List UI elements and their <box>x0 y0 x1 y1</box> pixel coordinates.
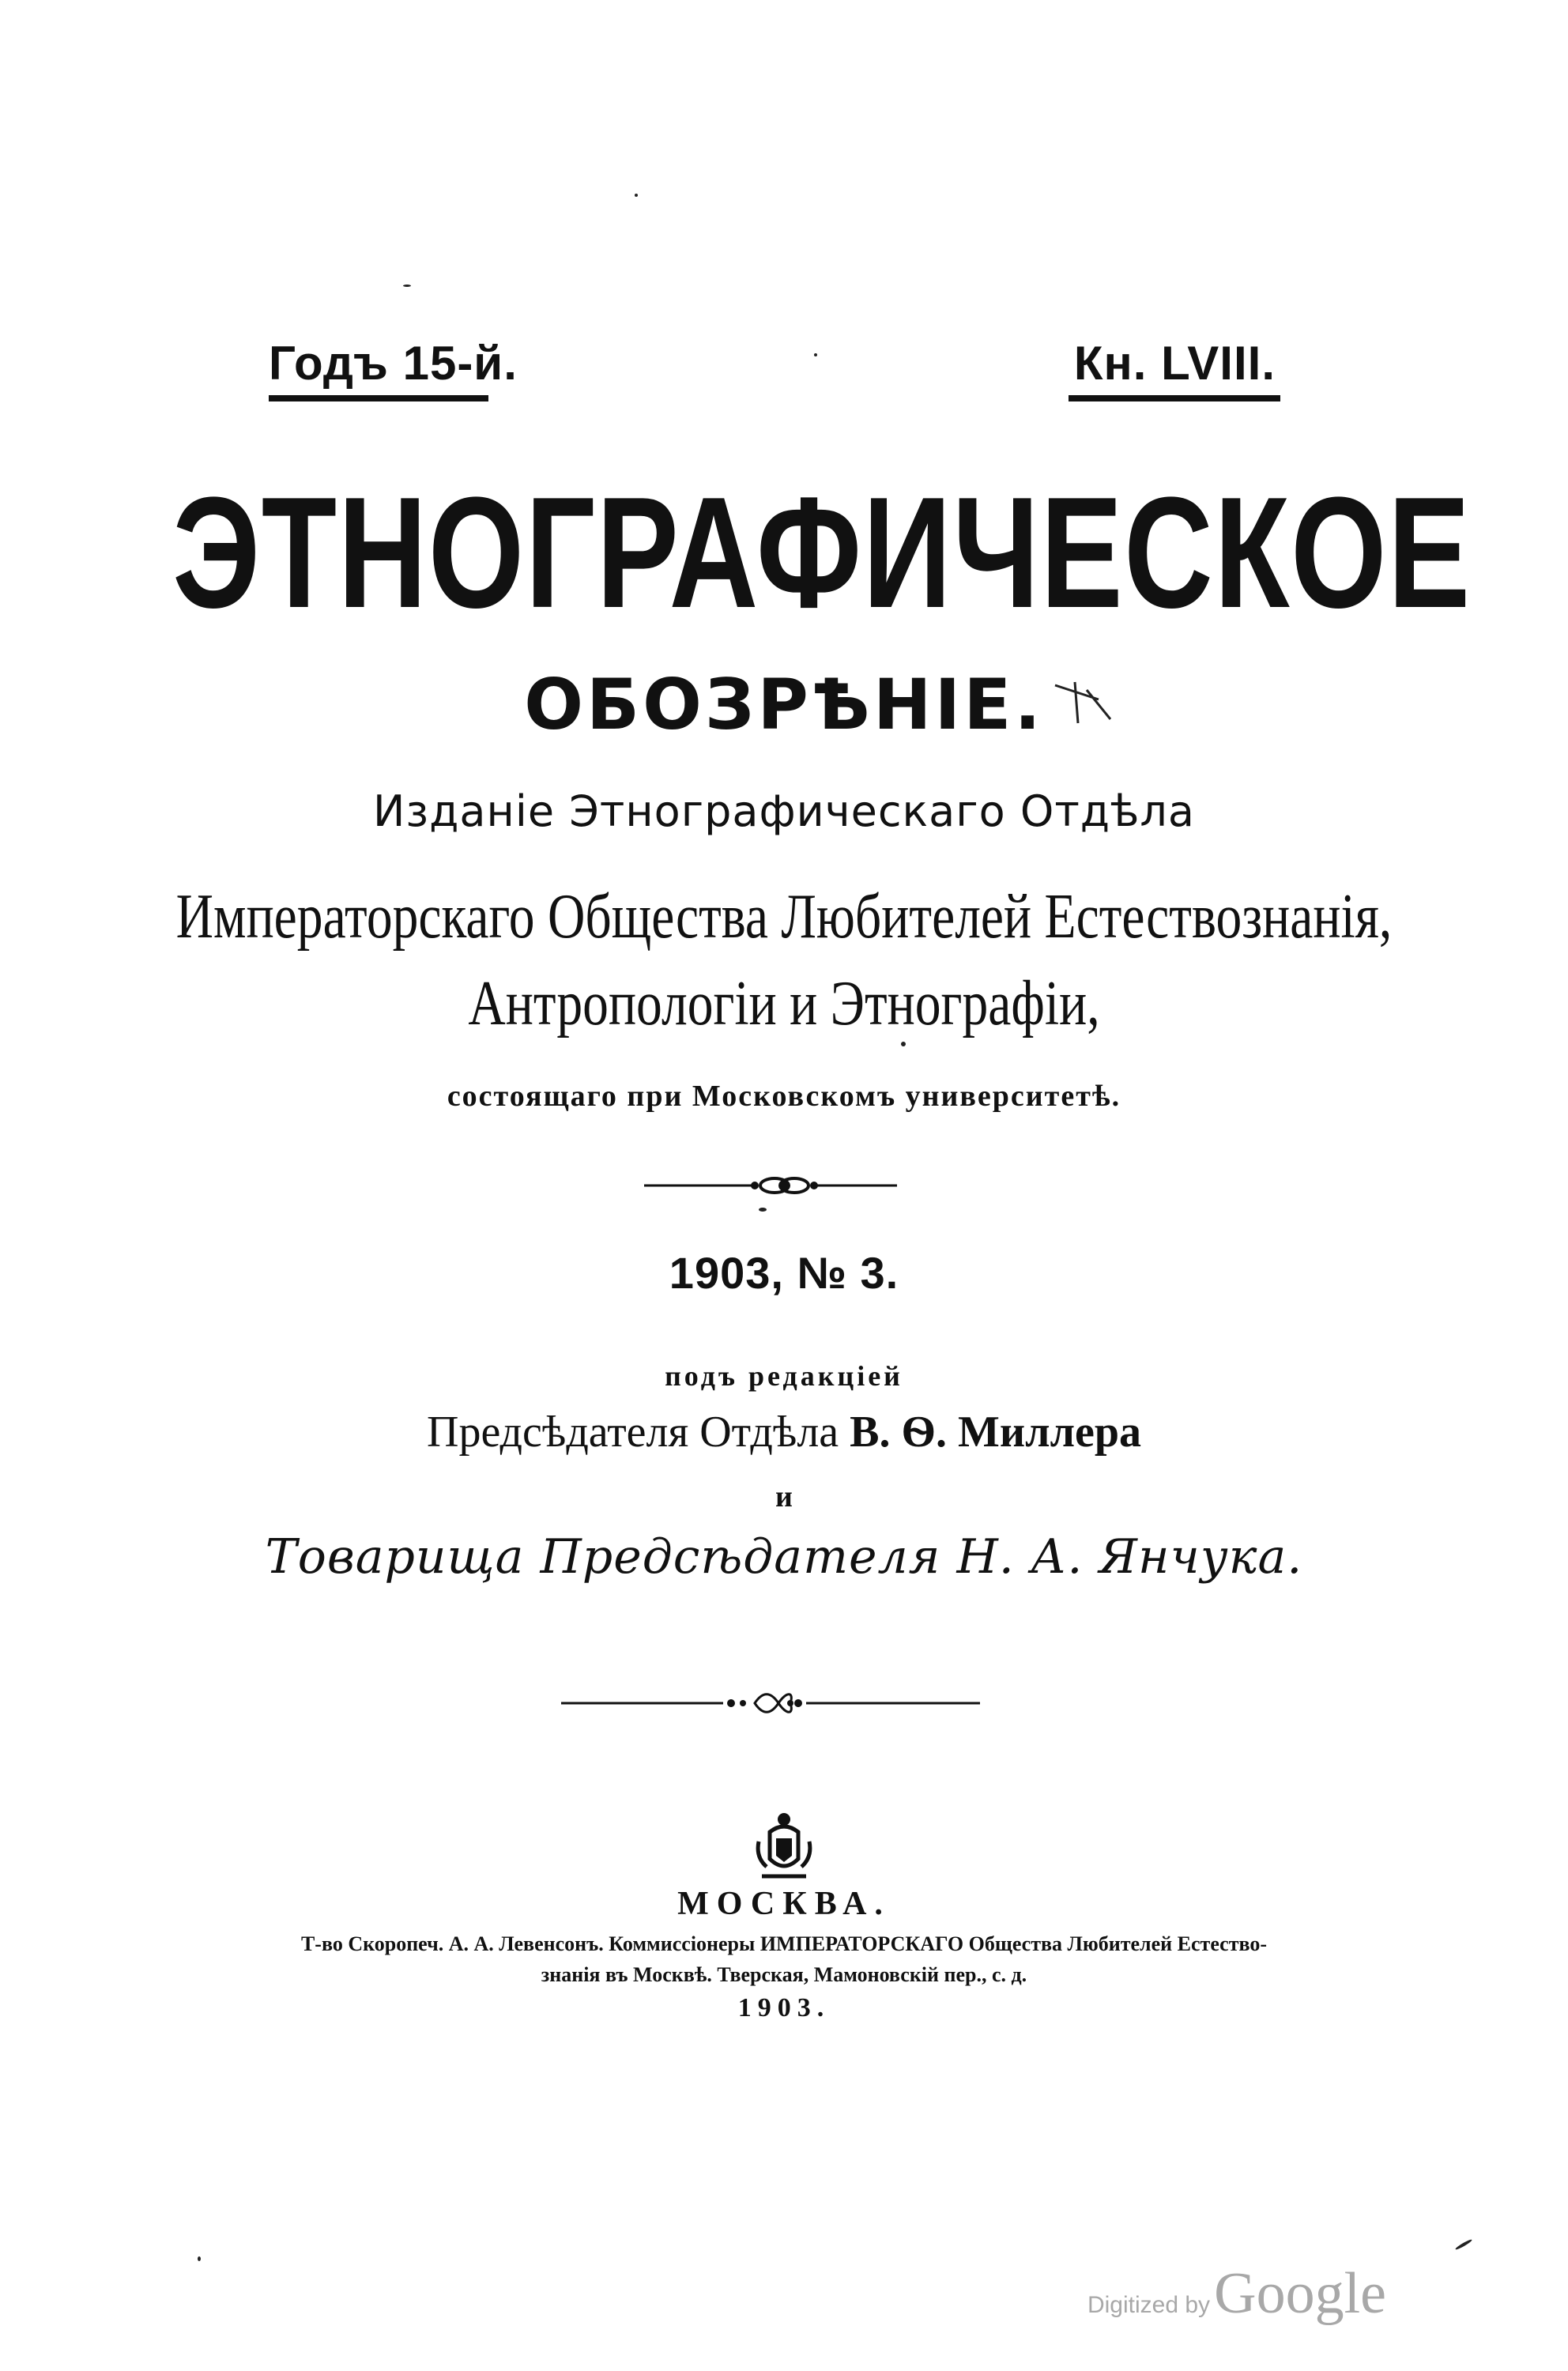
society-name-line2: Антропологіи и Этнографіи, <box>468 969 1100 1038</box>
publisher-emblem-icon <box>752 1810 816 1881</box>
society-name-line1: Императорскаго Общества Любителей Естествознанія, <box>175 882 1393 952</box>
imprint-line2: знанія въ Москвѣ. Тверская, Мамоновскій пер., с. д. <box>541 1963 1027 1986</box>
conjunction: и <box>775 1480 793 1513</box>
year-label: Годъ 15-й. <box>269 337 518 390</box>
speck <box>1455 2238 1473 2250</box>
editor1-name: В. Ѳ. Миллера <box>850 1408 1141 1457</box>
book-number-label: Кн. LVIII. <box>1073 337 1276 390</box>
editor1-title: Предсѣдателя Отдѣла <box>427 1408 850 1457</box>
digitized-watermark <box>1087 2260 1386 2328</box>
issue-number: 1903, № 3. <box>669 1248 899 1298</box>
google-logo: Google <box>1214 2261 1386 2326</box>
speck <box>198 2256 201 2261</box>
journal-subtitle: ОБОЗРѢНІЕ. <box>524 664 1044 745</box>
imprint-city: МОСКВА. <box>677 1886 891 1922</box>
editor2-line: Товарища Предсѣдателя Н. А. Янчука. <box>265 1529 1303 1585</box>
editorship-label: подъ редакціей <box>665 1360 903 1392</box>
speck <box>635 194 638 197</box>
speck <box>814 353 817 356</box>
edition-line: Изданіе Этнографическаго Отдѣла <box>372 786 1196 836</box>
speck <box>759 1208 767 1212</box>
affiliation-line: состоящаго при Московскомъ университетѣ. <box>447 1080 1121 1113</box>
header-rule-left <box>269 395 488 401</box>
speck <box>403 285 411 287</box>
pencil-mark <box>1051 676 1114 731</box>
ornament-divider-top <box>0 1170 1568 1201</box>
imprint-year: 1903. <box>737 1993 831 2022</box>
journal-title: ЭТНОГРАФИЧЕСКОЕ <box>172 465 1472 641</box>
imprint-line1: Т-во Скоропеч. А. А. Левенсонъ. Коммиссіонеры ИМПЕРАТОРСКАГО Общества Любителей Естество- <box>300 1932 1268 1955</box>
digitized-label: Digitized by <box>1087 2292 1211 2318</box>
header-rule-right <box>1069 395 1280 401</box>
speck <box>901 1042 906 1046</box>
ornament-divider-bottom <box>0 1687 1568 1719</box>
editor1-line <box>0 1407 1568 1457</box>
